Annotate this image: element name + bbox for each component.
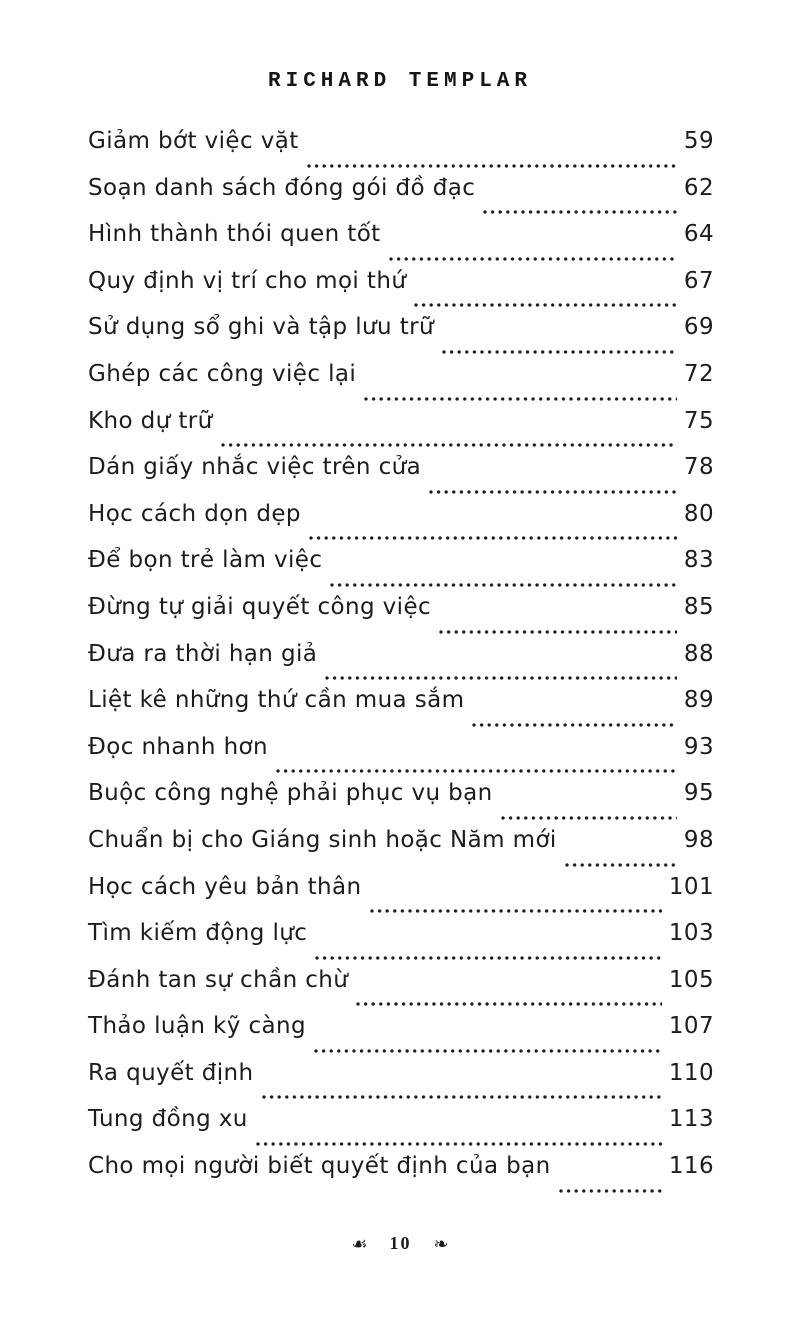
dot-leader [325, 676, 677, 680]
toc-entry-title: Học cách dọn dẹp [88, 500, 301, 527]
toc-entry [88, 920, 714, 967]
toc-entry [88, 1153, 714, 1200]
dot-leader [442, 350, 677, 354]
toc-entry [88, 547, 714, 594]
toc-entry-page-number: 107 [668, 1013, 714, 1040]
toc-entry [88, 361, 714, 408]
toc-entry-title: Để bọn trẻ làm việc [88, 547, 323, 574]
toc-entry-page-number: 72 [683, 360, 714, 387]
dot-leader [309, 536, 677, 540]
toc-entry [88, 1060, 714, 1107]
toc-entry-title: Soạn danh sách đóng gói đồ đạc [88, 174, 476, 201]
toc-entry-page-number: 69 [683, 314, 714, 341]
toc-entry-page-number: 101 [668, 873, 714, 900]
fleuron-right-icon: ❧ [433, 1234, 449, 1255]
toc-entry-page-number: 64 [683, 221, 714, 248]
toc-entry [88, 827, 714, 874]
toc-entry-title: Tìm kiếm động lực [88, 920, 308, 947]
toc-entry-page-number: 85 [683, 593, 714, 620]
toc-entry-title: Chuẩn bị cho Giáng sinh hoặc Năm mới [88, 826, 557, 853]
toc-entry-page-number: 80 [683, 500, 714, 527]
folio-page-number: 10 [389, 1233, 412, 1253]
toc-entry [88, 1106, 714, 1153]
toc-entry-title: Kho dự trữ [88, 407, 213, 434]
toc-entry-title: Dán giấy nhắc việc trên cửa [88, 454, 422, 481]
toc-entry [88, 175, 714, 222]
dot-leader [364, 397, 677, 401]
toc-entry [88, 268, 714, 315]
toc-entry [88, 641, 714, 688]
toc-entry-title: Cho mọi người biết quyết định của bạn [88, 1153, 551, 1180]
dot-leader [429, 490, 677, 494]
toc-entry-title: Sử dụng sổ ghi và tập lưu trữ [88, 314, 434, 341]
toc-entry [88, 454, 714, 501]
toc-entry-page-number: 95 [683, 780, 714, 807]
toc-entry [88, 314, 714, 361]
dot-leader [256, 1142, 662, 1146]
toc-entry [88, 221, 714, 268]
toc-entry-page-number: 105 [668, 966, 714, 993]
toc-entry-title: Học cách yêu bản thân [88, 873, 362, 900]
toc-entry-page-number: 93 [683, 733, 714, 760]
dot-leader [262, 1095, 662, 1099]
toc-entry-title: Tung đồng xu [88, 1106, 248, 1133]
dot-leader [356, 1002, 662, 1006]
dot-leader [221, 443, 677, 447]
toc-entry-page-number: 89 [683, 687, 714, 714]
toc-entry-title: Hình thành thói quen tốt [88, 221, 381, 248]
toc-entry [88, 128, 714, 175]
toc-entry [88, 501, 714, 548]
toc-entry-title: Ra quyết định [88, 1059, 254, 1086]
toc-entry-page-number: 62 [683, 174, 714, 201]
dot-leader [370, 909, 662, 913]
dot-leader [389, 257, 677, 261]
dot-leader [483, 210, 677, 214]
toc-entry-title: Đánh tan sự chần chừ [88, 966, 349, 993]
toc-entry-title: Ghép các công việc lại [88, 360, 357, 387]
toc-entry [88, 594, 714, 641]
toc-entry-title: Đọc nhanh hơn [88, 733, 268, 760]
toc-entry [88, 734, 714, 781]
toc-entry [88, 687, 714, 734]
dot-leader [565, 863, 677, 867]
toc-entry-page-number: 59 [683, 128, 714, 154]
toc-entry-title: Đừng tự giải quyết công việc [88, 593, 432, 620]
dot-leader [314, 1049, 662, 1053]
toc-entry-title: Quy định vị trí cho mọi thứ [88, 267, 407, 294]
dot-leader [307, 164, 677, 168]
toc-entry-title: Liệt kê những thứ cần mua sắm [88, 687, 465, 714]
running-header-author: RICHARD TEMPLAR [267, 70, 533, 93]
toc-entry-page-number: 78 [683, 454, 714, 481]
toc-entry [88, 780, 714, 827]
dot-leader [276, 769, 677, 773]
table-of-contents [88, 128, 714, 1200]
toc-entry-page-number: 98 [683, 826, 714, 853]
dot-leader [472, 723, 676, 727]
toc-entry-page-number: 116 [668, 1153, 714, 1180]
dot-leader [414, 303, 677, 307]
toc-entry-title: Giảm bớt việc vặt [88, 128, 299, 154]
page-footer [0, 1233, 800, 1254]
toc-entry-title: Buộc công nghệ phải phục vụ bạn [88, 780, 493, 807]
toc-entry-page-number: 88 [683, 640, 714, 667]
fleuron-left-icon: ☙ [351, 1234, 368, 1255]
dot-leader [559, 1189, 662, 1193]
dot-leader [439, 630, 677, 634]
toc-entry-page-number: 75 [683, 407, 714, 434]
toc-entry-page-number: 110 [668, 1059, 714, 1086]
toc-entry-title: Thảo luận kỹ càng [88, 1013, 307, 1040]
toc-entry [88, 1013, 714, 1060]
toc-entry [88, 408, 714, 455]
toc-entry-page-number: 67 [683, 267, 714, 294]
toc-entry [88, 874, 714, 921]
dot-leader [330, 583, 677, 587]
toc-entry-page-number: 83 [683, 547, 714, 574]
toc-entry-title: Đưa ra thời hạn giả [88, 640, 318, 667]
toc-entry [88, 967, 714, 1014]
toc-entry-page-number: 103 [668, 920, 714, 947]
toc-entry-page-number: 113 [668, 1106, 714, 1133]
dot-leader [315, 956, 662, 960]
dot-leader [501, 816, 677, 820]
